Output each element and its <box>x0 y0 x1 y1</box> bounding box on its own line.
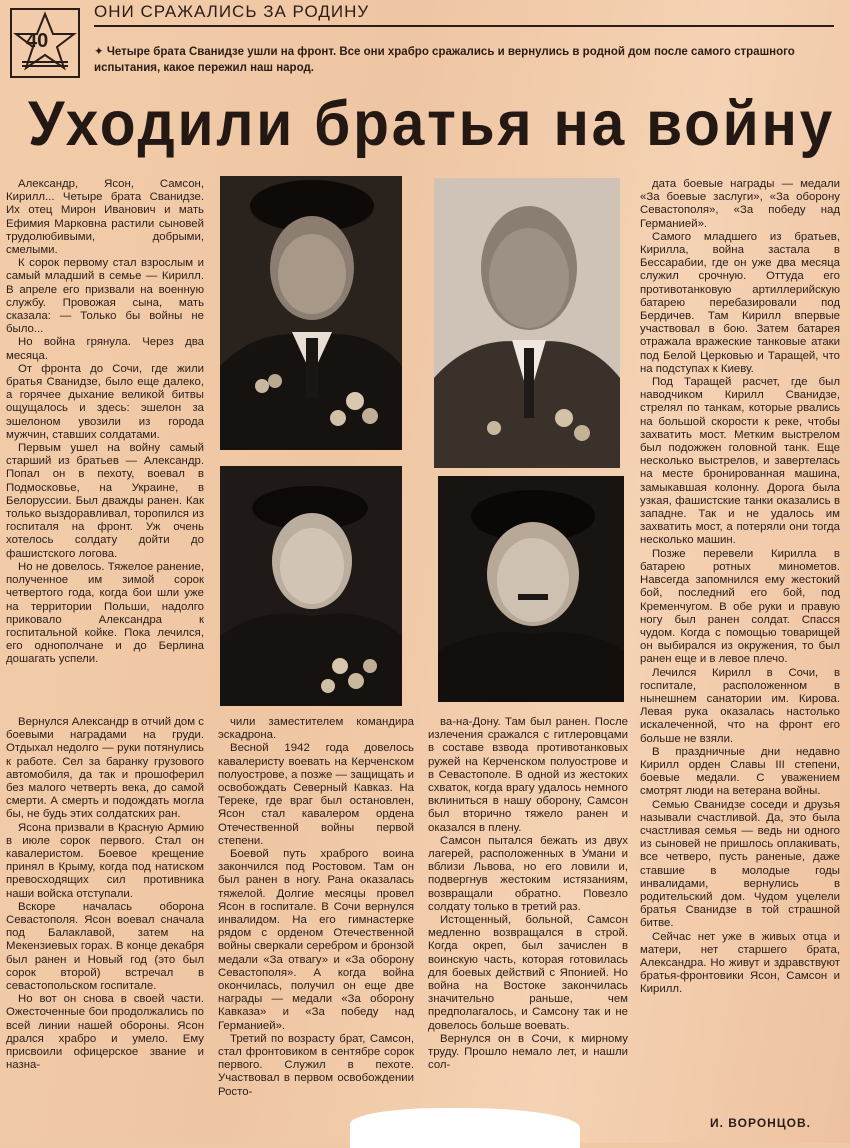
rubric-title: ОНИ СРАЖАЛИСЬ ЗА РОДИНУ <box>94 2 834 27</box>
article-paragraph: Первым ушел на войну самый старший из братьев — Александр. Попал он в пехоту, воевал в Подмосковье, на Украине, в Белоруссии. Был дважды ранен. Как только выздоравливал, торопился из госпиталя на фронт. Уж очень хотелось солдату дойти до фашистского логова. <box>6 442 204 560</box>
portrait-photo-3 <box>220 466 402 706</box>
article-paragraph: Истощенный, больной, Самсон медленно возвращался в строй. Когда окреп, был зачислен в воинскую часть, которая готовилась для боевых действий с Японией. Но война на Востоке закончилась значительно раньше, чем предполагалось, и Самсону так и не довелось больше воевать. <box>428 914 628 1032</box>
article-column-4 <box>640 178 840 1113</box>
article-paragraph: Третий по возрасту брат, Самсон, стал фронтовиком в сентябре сорок первого. Служил в пехоте. Участвовал в первом освобождении Росто- <box>218 1032 414 1098</box>
article-paragraph: Семью Сванидзе соседи и друзья называли счастливой. Да, это была счастливая семья — ведь ни одного из сыновей не пришлось оплакивать, все четверо, пусть раненые, даже ставшие в молодые годы инвалидами, вернулись в родительский дом. Чудом уцелели братья Сванидзе в той страшной битве. <box>640 798 840 930</box>
article-paragraph: Вернулся Александр в отчий дом с боевыми наградами на груди. Отдыхал недолго — руки потянулись к работе. Сел за баранку грузового автомобиля, да так и прошоферил без малого четверть века, до самой смерти. А смерть и подождать могла бы, не будь этих солдатских ран. <box>6 716 204 821</box>
article-paragraph: чили заместителем командира эскадрона. <box>218 716 414 742</box>
article-paragraph: Позже перевели Кирилла в батарею ротных минометов. Навсегда запомнился ему жестокий бой, последний его бой, под Кременчугом. В обе руки и правую ногу был ранен солдат. Спасся чудом. Когда с помощью товарищей он выбирался из окружения, то был ранен еще и в левое плечо. <box>640 547 840 666</box>
portrait-photo-1 <box>220 176 402 450</box>
article-paragraph: дата боевые награды — медали «За боевые заслуги», «За оборону Севастополя», «За победу над Германией». <box>640 178 840 230</box>
article-paragraph: ва-на-Дону. Там был ранен. После излечения сражался с гитлеровцами в составе взвода противотанковых ружей на Керченском полуострове и в Севастополе. В одной из жестоких схваток, когда врагу удалось немного вклиниться в нашу оборону, Самсон был вторично тяжело ранен и оказался в плену. <box>428 716 628 834</box>
article-paragraph: Самсон пытался бежать из двух лагерей, расположенных в Умани и вблизи Львова, но его ловили и, подвергнув жестоким истязаниям, возвращали обратно. Повезло солдату только в третий раз. <box>428 834 628 913</box>
article-paragraph: К сорок первому стал взрослым и самый младший в семье — Кирилл. В апреле его призвали на военную службу. Провожая сына, мать сказала: — Только бы войны не было... <box>6 257 204 336</box>
article-paragraph: Сейчас нет уже в живых отца и матери, нет старшего брата, Александра. Но живут и здравствуют братья-фронтовики Ясон, Самсон и Кирилл. <box>640 930 840 996</box>
author-signature: И. ВОРОНЦОВ. <box>710 1116 811 1130</box>
article-paragraph: Но война грянула. Через два месяца. <box>6 336 204 362</box>
article-column-1-continued <box>6 716 204 1143</box>
portrait-photo-4 <box>438 476 624 702</box>
article-column-3 <box>428 716 628 1143</box>
article-paragraph: В праздничные дни недавно Кирилл орден Славы III степени, боевые медали. С уважением смотрят люди на ветерана войны. <box>640 745 840 798</box>
anniversary-40-emblem <box>10 8 80 78</box>
headline: Уходили братья на войну <box>28 89 836 159</box>
article-column-2 <box>218 716 414 1143</box>
article-paragraph: От фронта до Сочи, где жили братья Сванидзе, было еще далеко, а горячее дыхание великой битвы ощущалось и здесь: эшелон за эшелоном увозили из города мужчин, ставших солдатами. <box>6 362 204 441</box>
article-paragraph: Весной 1942 года довелось кавалеристу воевать на Керченском полуострове, а позже — защищать и освобождать Северный Кавказ. На Тереке, где враг был остановлен, Ясон стал кавалером ордена Отечественной войны первой степени. <box>218 742 414 847</box>
badge-number: 40 <box>26 30 49 52</box>
article-paragraph: Боевой путь храброго воина закончился под Ростовом. Там он был ранен в ногу. Рана оказалась тяжелой. Долгие месяцы провел Ясон в госпитале. В Сочи вернулся инвалидом. На его гимнастерке рядом с орденом Отечественной войны сверкали серебром и бронзой медали «За отвагу» и «За оборону Севастополя». А когда война окончилась, получил он еще две награды — медали «За оборону Кавказа» и «За победу над Германией». <box>218 848 414 1032</box>
lead-paragraph: ✦ Четыре брата Сванидзе ушли на фронт. Все они храбро сражались и вернулись в родной дом после самого страшного испытания, какое пережил наш народ. <box>94 46 795 74</box>
article-paragraph: Ясона призвали в Красную Армию в июле сорок первого. Стал он кавалеристом. Боевое крещение принял в Крыму, когда под натиском превосходящих сил противника наши войска отступали. <box>6 821 204 900</box>
article-paragraph: Александр, Ясон, Самсон, Кирилл... Четыре брата Сванидзе. Их отец Мирон Иванович и мать Ефимия Марковна растили сыновей трудолюбивыми, добрыми, смелыми. <box>6 178 204 257</box>
article-paragraph: Но вот он снова в своей части. Ожесточенные бои продолжались по всей линии нашей обороны. Ясон дрался храбро и умело. Ему присвоили офицерское звание и назна- <box>6 993 204 1072</box>
article-column-1 <box>6 178 204 708</box>
torn-paper-edge <box>350 1108 580 1148</box>
article-paragraph: Самого младшего из братьев, Кирилла, война застала в Бессарабии, где он уже два месяца служил срочную. Оттуда его противотанковую артиллерийскую батарею перебазировали под Бердичев. Там Кирилл впервые участвовал в бою. Затем батарея отражала вражеские танковые атаки под Белой Церковью и Таращей, что на подступах к Киеву. <box>640 230 840 375</box>
article-paragraph: Вернулся он в Сочи, к мирному труду. Прошло немало лет, и нашли сол- <box>428 1032 628 1072</box>
portrait-photo-2 <box>434 178 620 468</box>
article-paragraph: Вскоре началась оборона Севастополя. Ясон воевал сначала под Балаклавой, затем на Мекензиевых горах. В конце декабря был ранен и Новый год (это был сорок второй) встречал в севастопольском госпитале. <box>6 900 204 993</box>
article-paragraph: Но не довелось. Тяжелое ранение, полученное им зимой сорок четвертого года, когда бои шли уже на территории Польши, надолго приковало Александра к госпитальной койке. Пока лечился, его однополчане и до Берлина дошагать успели. <box>6 560 204 666</box>
article-paragraph: Под Таращей расчет, где был наводчиком Кирилл Сванидзе, стрелял по танкам, которые рвались на большой скорости к реке, чтобы захватить мост. Метким выстрелом был подожжен головной танк. Еще несколько выстрелов, и завертелась на месте бронированная машина, замыкавшая колонну. Дорога была узкая, фашистские танки оказались в западне. Так и не удалось им захватить мост, а потеряли они тогда несколько машин. <box>640 376 840 547</box>
article-paragraph: Лечился Кирилл в Сочи, в госпитале, расположенном в нынешнем санатории им. Кирова. Левая рука оказалась настолько искалеченной, что на фронт его больше не взяли. <box>640 666 840 745</box>
